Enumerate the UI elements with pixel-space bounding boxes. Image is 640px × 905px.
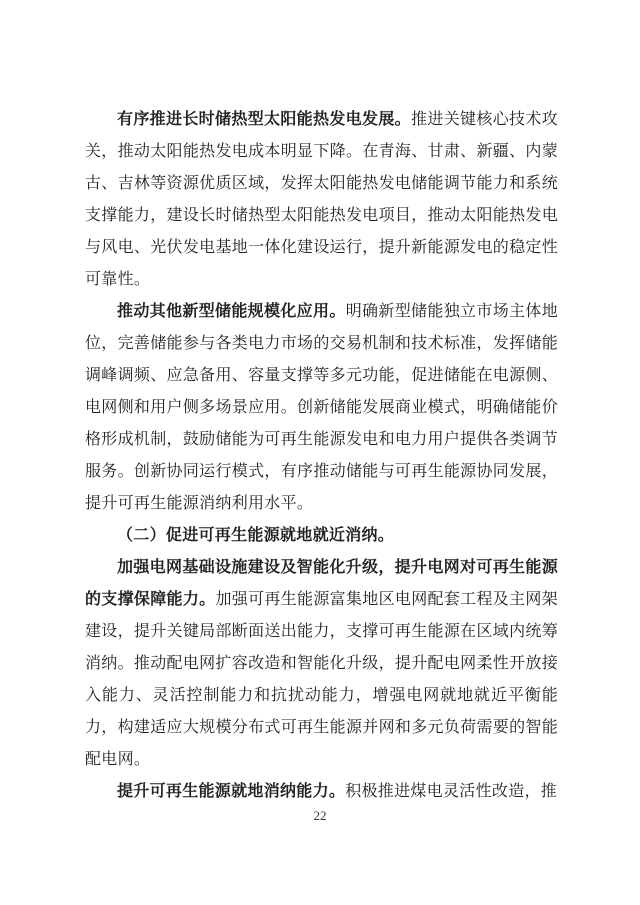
paragraph-lead-bold: 有序推进长时储热型太阳能热发电发展。 [117, 111, 412, 128]
paragraph-grid-infrastructure [85, 552, 558, 776]
paragraph-text: 推进关键核心技术攻关，推动太阳能热发电成本明显下降。在青海、甘肃、新疆、内蒙古、吉林等资源优质区域，发挥太阳能热发电储能调节能力和系统支撑能力，建设长时储热型太阳能热发电项目，推动太阳能热发电与风电、光伏发电基地一体化建设运行，提升新能源发电的稳定性可靠性。 [85, 111, 559, 288]
paragraph-local-consumption [85, 776, 558, 808]
paragraph-text: 积极推进煤电灵活性改造，推 [345, 783, 558, 800]
paragraph-solar-thermal [85, 104, 558, 296]
paragraph-text: 明确新型储能独立市场主体地位，完善储能参与各类电力市场的交易机制和技术标准，发挥储能调峰调频、应急备用、容量支撑等多元功能，促进储能在电源侧、电网侧和用户侧多场景应用。创新储能发展商业模式，明确储能价格形成机制，鼓励储能为可再生能源发电和电力用户提供各类调节服务。创新协同运行模式，有序推动储能与可再生能源协同发展，提升可再生能源消纳利用水平。 [85, 303, 558, 512]
section-heading-text: （二）促进可再生能源就地就近消纳。 [117, 527, 395, 544]
document-body [85, 104, 558, 808]
paragraph-lead-bold: 提升可再生能源就地消纳能力。 [117, 783, 346, 800]
paragraph-new-energy-storage [85, 296, 558, 520]
paragraph-text: 加强可再生能源富集地区电网配套工程及主网架建设，提升关键局部断面送出能力，支撑可再生能源在区域内统筹消纳。推动配电网扩容改造和智能化升级，提升配电网柔性开放接入能力、灵活控制能力和抗扰动能力，增强电网就地就近平衡能力，构建适应大规模分布式可再生能源并网和多元负荷需要的智能配电网。 [85, 591, 558, 768]
section-heading-2 [85, 520, 558, 552]
paragraph-lead-bold: 加强电网基础设施建设及智能化升级，提升电网对可再生能源的支撑保障能力。 [85, 559, 558, 608]
page-number: 22 [313, 808, 327, 823]
paragraph-lead-bold: 推动其他新型储能规模化应用。 [117, 303, 346, 320]
